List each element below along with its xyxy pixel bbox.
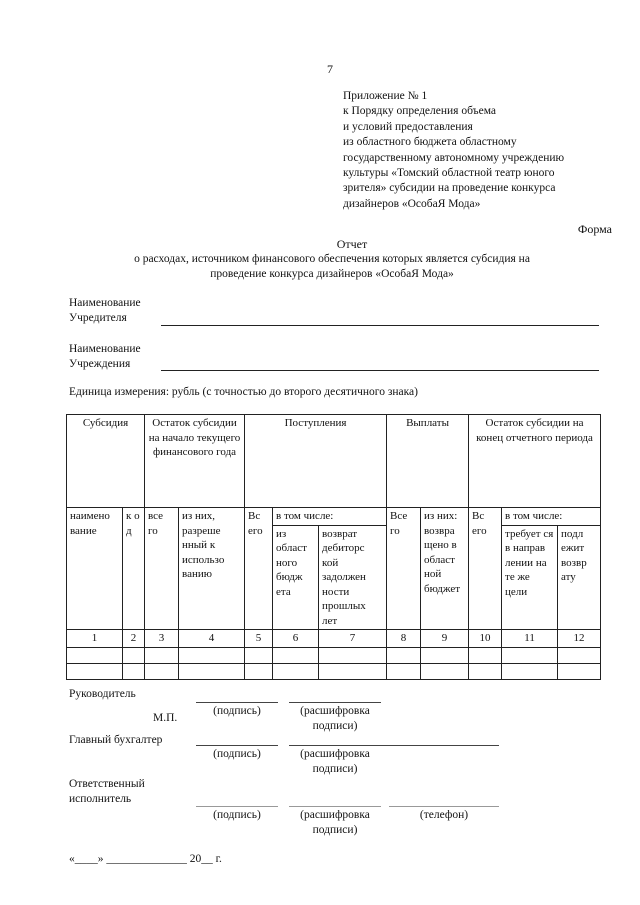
decoding-caption-line-1: (расшифровка: [300, 748, 370, 760]
chief-accountant-signature-caption: (подпись): [213, 748, 261, 760]
col-payments-total: Все го: [387, 508, 421, 630]
column-number: 3: [145, 630, 179, 648]
table-cell[interactable]: [179, 647, 245, 663]
executor-signature-caption: (подпись): [213, 809, 261, 821]
column-number: 11: [502, 630, 558, 648]
col-code: к о д: [123, 508, 145, 630]
col-receipts-including: в том числе:: [273, 508, 387, 526]
col-name: наимено вание: [67, 508, 123, 630]
table-row: [67, 647, 601, 663]
institution-label: [69, 342, 141, 372]
executor-decoding-caption: [280, 808, 390, 838]
appendix-line: дизайнеров «ОсобаЯ Мода»: [343, 197, 481, 210]
executor-decoding-line[interactable]: [289, 806, 381, 807]
column-number: 7: [319, 630, 387, 648]
header-subsidy: Субсидия: [67, 415, 145, 508]
document-title: Отчет: [336, 237, 368, 251]
chief-accountant-label: Главный бухгалтер: [69, 734, 163, 746]
head-label: Руководитель: [69, 688, 136, 700]
header-payments: Выплаты: [387, 415, 469, 508]
table-row: [67, 663, 601, 679]
table-cell[interactable]: [145, 647, 179, 663]
document-subtitle: [100, 252, 564, 282]
header-receipts: Поступления: [245, 415, 387, 508]
col-closing-total: Вс его: [469, 508, 502, 630]
column-number: 10: [469, 630, 502, 648]
executor-phone-caption: (телефон): [419, 809, 469, 821]
founder-input-line[interactable]: [161, 325, 599, 326]
decoding-caption-line-1: (расшифровка: [300, 809, 370, 821]
col-receipts-debt-return: возврат дебиторс кой задолжен ности прошлых лет: [319, 525, 387, 630]
chief-accountant-decoding-line[interactable]: [289, 745, 499, 746]
table-cell[interactable]: [502, 663, 558, 679]
report-table: [66, 414, 601, 680]
executor-label-line-1: Ответственный: [69, 778, 145, 790]
head-decoding-caption: [280, 704, 390, 734]
col-opening-allowed: из них, разреше нный к использо ванию: [179, 508, 245, 630]
table-cell[interactable]: [245, 663, 273, 679]
table-cell[interactable]: [245, 647, 273, 663]
founder-label: [69, 296, 141, 326]
column-number: 1: [67, 630, 123, 648]
executor-signature-line[interactable]: [196, 806, 278, 807]
subtitle-line-2: проведение конкурса дизайнеров «ОсобаЯ Мода»: [210, 268, 454, 280]
table-cell[interactable]: [179, 663, 245, 679]
form-label: Форма: [577, 222, 612, 236]
head-signature-caption: (подпись): [213, 705, 261, 717]
col-closing-to-return: подл ежит возвр ату: [558, 525, 601, 630]
table-cell[interactable]: [67, 647, 123, 663]
appendix-line: государственному автономному учреждению: [343, 151, 565, 164]
table-cell[interactable]: [469, 647, 502, 663]
decoding-caption-line-2: подписи): [312, 824, 358, 836]
founder-label-line-1: Наименование: [69, 297, 141, 309]
header-opening-balance: Остаток субсидии на начало текущего финансового года: [145, 415, 245, 508]
table-cell[interactable]: [421, 647, 469, 663]
table-cell[interactable]: [387, 647, 421, 663]
executor-label-line-2: исполнитель: [69, 793, 132, 805]
table-cell[interactable]: [123, 663, 145, 679]
col-opening-total: все го: [145, 508, 179, 630]
table-cell[interactable]: [67, 663, 123, 679]
col-payments-returned: из них: возвра щено в област ной бюджет: [421, 508, 469, 630]
executor-label: [69, 777, 145, 807]
stamp-label: М.П.: [153, 712, 178, 724]
decoding-caption-line-2: подписи): [312, 720, 358, 732]
table-cell[interactable]: [123, 647, 145, 663]
page-number: 7: [327, 62, 333, 76]
table-cell[interactable]: [273, 647, 319, 663]
chief-accountant-decoding-caption: [280, 747, 390, 777]
appendix-header: [343, 89, 564, 212]
decoding-caption-line-1: (расшифровка: [300, 705, 370, 717]
institution-label-line-1: Наименование: [69, 343, 141, 355]
table-cell[interactable]: [502, 647, 558, 663]
chief-accountant-signature-line[interactable]: [196, 745, 278, 746]
column-number: 12: [558, 630, 601, 648]
units-note: Единица измерения: рубль (с точностью до второго десятичного знака): [69, 386, 418, 398]
table-cell[interactable]: [558, 663, 601, 679]
appendix-line: зрителя» субсидии на проведение конкурса: [343, 182, 556, 195]
founder-label-line-2: Учредителя: [69, 312, 127, 324]
column-number: 8: [387, 630, 421, 648]
column-number: 9: [421, 630, 469, 648]
appendix-line: к Порядку определения объема: [343, 105, 497, 118]
appendix-line: Приложение № 1: [343, 90, 428, 102]
institution-label-line-2: Учреждения: [69, 358, 131, 370]
head-signature-line[interactable]: [196, 702, 278, 703]
table-cell[interactable]: [319, 663, 387, 679]
head-decoding-line[interactable]: [289, 702, 381, 703]
executor-phone-line[interactable]: [389, 806, 499, 807]
table-cell[interactable]: [558, 647, 601, 663]
appendix-line: культуры «Томский областной театр юного: [343, 167, 555, 180]
decoding-caption-line-2: подписи): [312, 763, 358, 775]
col-receipts-regional: из област ного бюдж ета: [273, 525, 319, 630]
col-receipts-total: Вс его: [245, 508, 273, 630]
col-closing-including: в том числе:: [502, 508, 601, 526]
column-number: 4: [179, 630, 245, 648]
col-closing-required: требует ся в направ лении на те же цели: [502, 525, 558, 630]
column-number: 2: [123, 630, 145, 648]
header-closing-balance: Остаток субсидии на конец отчетного периода: [469, 415, 601, 508]
column-number: 5: [245, 630, 273, 648]
table-cell[interactable]: [145, 663, 179, 679]
column-number: 6: [273, 630, 319, 648]
appendix-line: и условий предоставления: [343, 120, 473, 133]
date-line: «____» ______________ 20__ г.: [69, 853, 222, 865]
table-cell[interactable]: [387, 663, 421, 679]
appendix-line: из областного бюджета областному: [343, 136, 517, 149]
table-cell[interactable]: [319, 647, 387, 663]
table-cell[interactable]: [421, 663, 469, 679]
subtitle-line-1: о расходах, источником финансового обеспечения которых является субсидия на: [134, 253, 530, 265]
table-cell[interactable]: [469, 663, 502, 679]
table-cell[interactable]: [273, 663, 319, 679]
institution-input-line[interactable]: [161, 370, 599, 371]
